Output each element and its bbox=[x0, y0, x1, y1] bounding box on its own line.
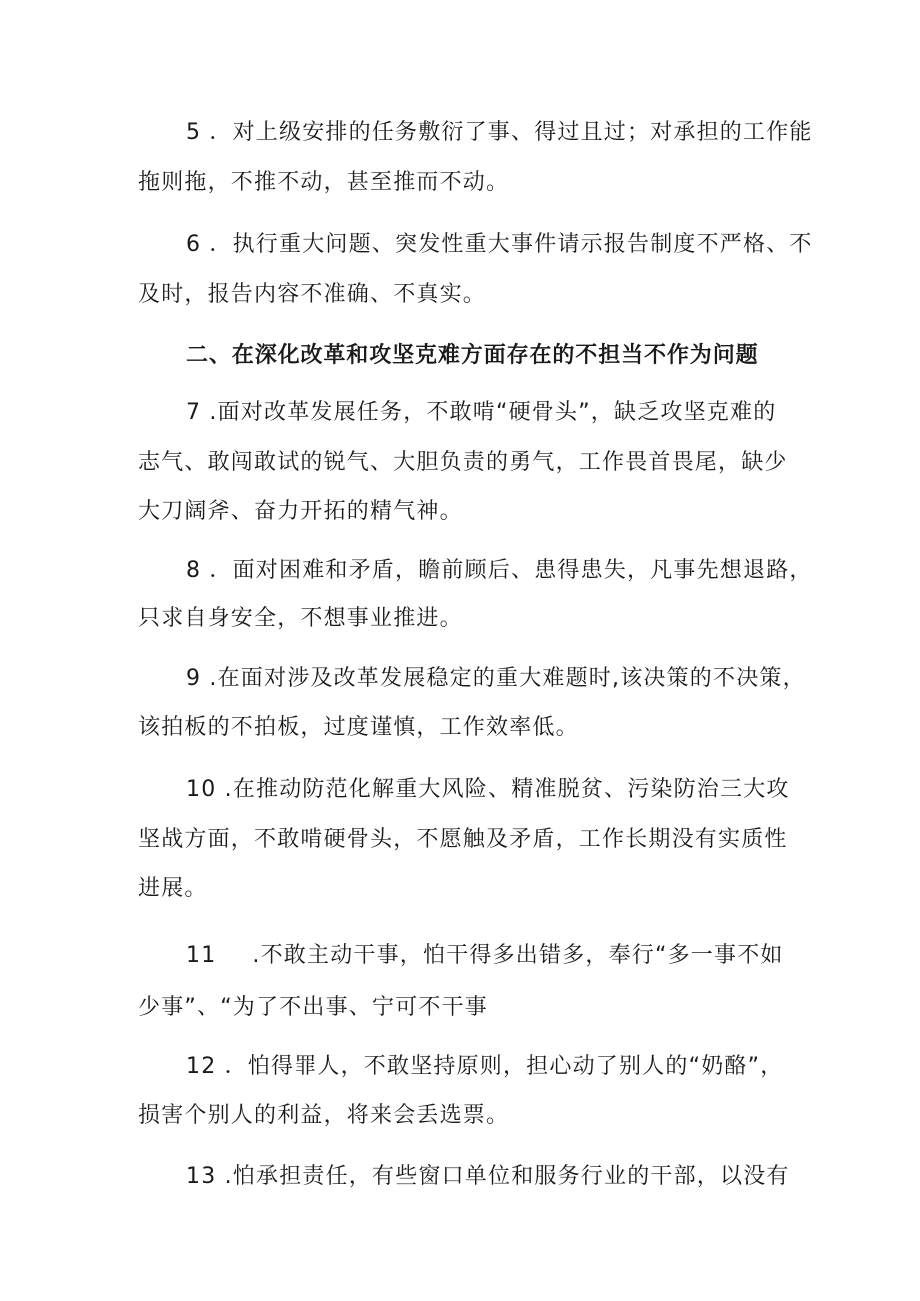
item-8-line-1 bbox=[186, 556, 813, 586]
item-6-line-1 bbox=[186, 230, 813, 260]
item-text: 坚战方面，不敢啃硬骨头，不愿触及矛盾，工作长期没有实质性 bbox=[138, 827, 788, 852]
item-text: ．执行重大问题、突发性重大事件请示报告制度不严格、不 bbox=[209, 232, 813, 257]
item-text: .在面对涉及改革发展稳定的重大难题时,该决策的不决策， bbox=[209, 666, 806, 691]
item-number: 7 bbox=[186, 400, 202, 425]
item-text: ．对上级安排的任务敷衍了事、得过且过；对承担的工作能 bbox=[209, 120, 813, 145]
item-13-line-1 bbox=[186, 1162, 790, 1192]
item-11-line-1 bbox=[186, 941, 784, 971]
item-text: 大刀阔斧、奋力开拓的精气神。 bbox=[138, 499, 463, 524]
item-5-line-1 bbox=[186, 118, 813, 148]
item-9-line-2 bbox=[138, 713, 579, 743]
item-number: 9 bbox=[186, 666, 202, 691]
item-text: 损害个别人的利益，将来会丢选票。 bbox=[138, 1103, 510, 1128]
item-text: 该拍板的不拍板，过度谨慎，工作效率低。 bbox=[138, 715, 579, 740]
item-text: 拖则拖，不推不动，甚至推而不动。 bbox=[138, 170, 510, 195]
item-number: 6 bbox=[186, 232, 202, 257]
item-11-line-2 bbox=[138, 993, 488, 1023]
item-10-line-3 bbox=[138, 874, 208, 904]
item-text: 进展。 bbox=[138, 876, 208, 901]
item-number: 12 bbox=[186, 1054, 217, 1079]
item-number: 10 bbox=[186, 777, 217, 802]
item-number: 8 bbox=[186, 558, 202, 583]
item-text: 及时，报告内容不准确、不真实。 bbox=[138, 282, 487, 307]
item-text: .不敢主动干事，怕干得多出错多，奉行“多一事不如 bbox=[252, 943, 784, 968]
item-12-line-2 bbox=[138, 1101, 509, 1131]
item-text: ．面对困难和矛盾，瞻前顾后、患得患失，凡事先想退路， bbox=[209, 558, 813, 583]
item-12-line-1 bbox=[186, 1052, 783, 1082]
item-text: .怕承担责任，有些窗口单位和服务行业的干部，以没有 bbox=[224, 1164, 790, 1189]
item-text: 只求自身安全，不想事业推进。 bbox=[138, 606, 463, 631]
item-9-line-1 bbox=[186, 664, 806, 694]
item-10-line-1 bbox=[186, 775, 790, 805]
item-7-line-1 bbox=[186, 398, 776, 428]
item-5-line-2 bbox=[138, 168, 509, 198]
item-number: 5 bbox=[186, 120, 202, 145]
section-heading: 二、在深化改革和攻坚克难方面存在的不担当不作为问题 bbox=[186, 343, 759, 368]
item-text: 志气、敢闯敢试的锐气、大胆负责的勇气，工作畏首畏尾，缺少 bbox=[138, 450, 788, 475]
item-10-line-2 bbox=[138, 825, 788, 855]
item-text: .在推动防范化解重大风险、精准脱贫、污染防治三大攻 bbox=[224, 777, 790, 802]
item-6-line-2 bbox=[138, 280, 486, 310]
item-8-line-2 bbox=[138, 604, 463, 634]
item-text: ．怕得罪人，不敢坚持原则，担心动了别人的“奶酪”， bbox=[224, 1054, 784, 1079]
item-text: .面对改革发展任务，不敢啃“硬骨头”，缺乏攻坚克难的 bbox=[209, 400, 777, 425]
item-7-line-3 bbox=[138, 497, 463, 527]
item-text: 少事”、“为了不出事、宁可不干事 bbox=[138, 995, 488, 1020]
item-7-line-2 bbox=[138, 448, 788, 478]
item-number: 13 bbox=[186, 1164, 217, 1189]
item-number: 11 bbox=[186, 943, 217, 968]
